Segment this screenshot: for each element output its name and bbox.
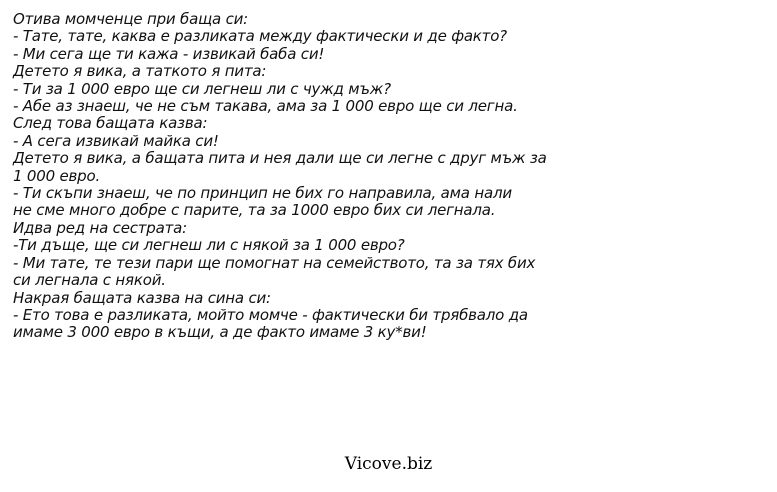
joke-line: - Ти за 1 000 евро ще си легнеш ли с чужд мъж?	[13, 79, 391, 98]
joke-line: - Тате, тате, каква е разликата между фактически и де факто?	[13, 27, 507, 46]
joke-line: След това бащата казва:	[13, 114, 208, 133]
joke-line: си легнала с някой.	[13, 271, 166, 290]
joke-line: - Ето това е разликата, мойто момче - фактически би трябвало да	[13, 305, 528, 324]
joke-line: 1 000 евро.	[13, 166, 101, 185]
joke-line: Детето я вика, а бащата пита и нея дали ще си легне с друг мъж за	[13, 149, 547, 168]
joke-line: - Абе аз знаеш, че не съм такава, ама за 1 000 евро ще си легна.	[13, 97, 518, 116]
joke-line: - Ми тате, те тези пари ще помогнат на семейството, та за тях бих	[13, 253, 536, 272]
site-watermark: Vicove.biz	[344, 454, 433, 474]
joke-line: имаме 3 000 евро в къщи, а де факто имаме 3 ку*ви!	[13, 323, 427, 342]
joke-line: - Ти скъпи знаеш, че по принцип не бих го направила, ама нали	[13, 184, 512, 203]
joke-line: Отива момченце при баща си:	[13, 10, 249, 28]
joke-line: не сме много добре с парите, та за 1000 евро бих си легнала.	[13, 201, 496, 220]
joke-text	[13, 11, 773, 342]
joke-line: - А сега извикай майка си!	[13, 131, 219, 150]
joke-line: Детето я вика, а таткото я пита:	[13, 62, 267, 81]
joke-line: Накрая бащата казва на сина си:	[13, 288, 271, 307]
joke-line: -Ти дъще, ще си легнеш ли с някой за 1 000 евро?	[13, 236, 405, 255]
joke-line: - Ми сега ще ти кажа - извикай баба си!	[13, 44, 325, 63]
joke-line: Идва ред на сестрата:	[13, 218, 188, 237]
